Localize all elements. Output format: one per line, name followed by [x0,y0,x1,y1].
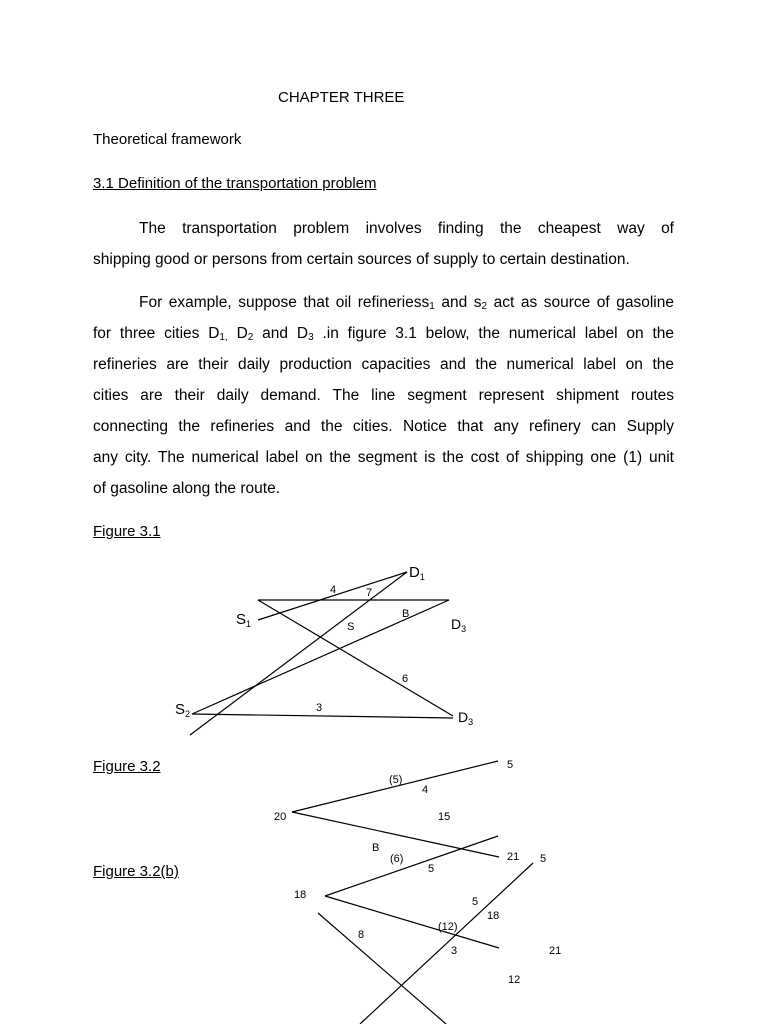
route-line [360,863,533,1024]
route-line [318,913,446,1024]
edge-label: 3 [451,945,458,957]
edge-label: 4 [330,584,337,596]
section-heading: Theoretical framework [93,131,242,148]
node-label: 5 [540,853,547,865]
subscript: 1 [429,301,435,312]
figure-3-2b-caption: Figure 3.2(b) [93,863,179,880]
text-run: .in figure 3.1 below, the numerical label on the [313,325,675,342]
edge-label: 8 [358,929,365,941]
route-line [292,761,498,812]
paragraph-1-line-1: The transportation problem involves finding the cheapest way of [139,220,674,237]
subsection-heading: 3.1 Definition of the transportation problem [93,175,377,192]
route-d3-s2 [192,600,449,714]
node-d1: $D_1$ [409,564,425,582]
figure-3-2b-labels [294,889,561,986]
text-run: For example, suppose that oil refineries [139,294,422,311]
subscript: 1, [219,332,228,343]
figure-3-1-caption: Figure 3.1 [93,523,161,540]
figure-3-1-nodes [175,564,473,727]
edge-label: 18 [487,910,500,922]
paragraph-2-line-7: of gasoline along the route. [93,480,280,497]
paragraph-1-line-2: shipping good or persons from certain sources of supply to certain destination. [93,251,630,268]
text-run: for three cities D [93,325,220,342]
route-d1-s2 [190,572,410,735]
paragraph-2-line-5: connecting the refineries and the cities. Notice that any refinery can Supply [93,418,674,435]
figure-3-2-diagram [292,761,533,1024]
edge-label: 4 [422,784,429,796]
node-label: 21 [507,851,520,863]
text-run: D [227,325,248,342]
edge-label: B [402,608,410,620]
text-run: and s [434,294,482,311]
edge-label: 5 [428,863,435,875]
paragraph-2-line-4: cities are their daily demand. The line segment represent shipment routes [93,387,674,404]
paragraph-2-line-3: refineries are their daily production capacities and the numerical label on the [93,356,674,373]
edge-label: (5) [389,774,403,786]
node-label: 20 [274,811,287,823]
subscript: 2 [481,301,488,312]
node-d3-lower: $D_3$ [458,709,474,727]
node-label: 18 [294,889,307,901]
node-d3-upper: $D_3$ [451,616,467,634]
node-label: 5 [507,759,514,771]
node-label: 12 [508,974,521,986]
edge-label: B [372,842,380,854]
edge-label: (6) [390,853,404,865]
paragraph-2-line-6: any city. The numerical label on the segment is the cost of shipping one (1) unit [93,449,674,466]
route-s1-d3 [258,600,453,716]
route-line [325,836,498,896]
route-line [292,812,499,857]
node-s2: $S_2$ [175,701,191,719]
text-run: s [421,294,430,311]
edge-label: (12) [438,921,458,933]
subscript: 2 [247,332,254,343]
chapter-title: CHAPTER THREE [278,89,405,106]
edge-label: S [347,621,355,633]
node-label: 21 [549,945,562,957]
subscript: 3 [308,332,314,343]
edge-label: 15 [438,811,451,823]
edge-label: 7 [366,587,373,599]
text-run: and D [253,325,309,342]
route-s2-d3 [192,714,453,718]
edge-label: 6 [402,673,409,685]
node-s1: $S_1$ [236,611,252,629]
figure-3-1-edge-labels [316,584,409,714]
edge-label: 5 [472,896,479,908]
text-run: act as source of gasoline [487,294,674,311]
edge-label: 3 [316,702,323,714]
figure-3-2-caption: Figure 3.2 [93,758,161,775]
